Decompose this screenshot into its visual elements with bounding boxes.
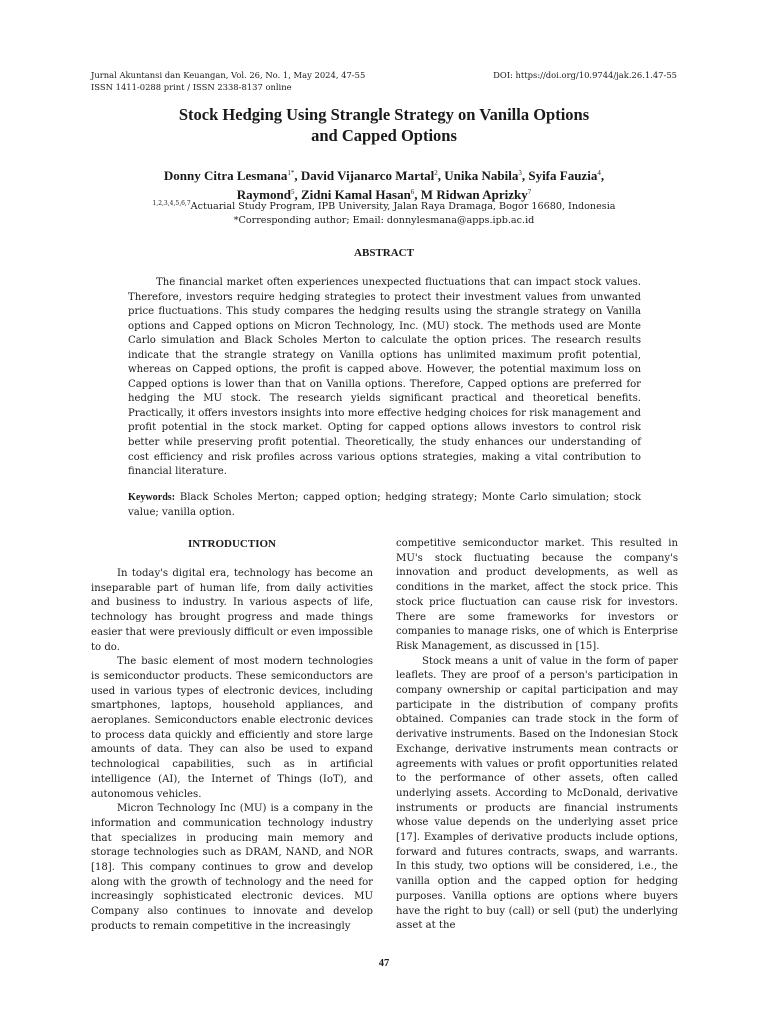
abstract-text: The financial market often experiences unexpected fluctuations that can impact stock values. Therefore, investors require hedging strategies to protect their investment values from unwanted price fluctuations. This study compares the hedging results using the strangle strategy on Vanilla options and Capped options on Micron Technology, Inc. (MU) stock. The methods used are Monte Carlo simulation and Black Scholes Merton to calculate the option prices. The research results indicate that the strangle strategy on Vanilla options has unlimited maximum profit potential, whereas on Capped options, the profit is capped above. However, the potential maximum loss on Capped options is lower than that on Vanilla options. Therefore, Capped options are preferred for hedging the MU stock. The research yields significant practical and theoretical benefits. Practically, it offers investors insights into more effective hedging choices for risk management and profit potential in the stock market. Opting for capped options allows investors to control risk better while preserving profit potential. Theoretically, the study enhances our understanding of cost efficiency and risk profiles across various options strategies, making a vital contribution to financial literature.	[128, 277, 641, 478]
author-name: M Ridwan Aprizky	[420, 187, 528, 202]
keywords-text: Black Scholes Merton; capped option; hedging strategy; Monte Carlo simulation; stock value; vanilla option.	[128, 492, 641, 518]
page-number: 47	[378, 958, 390, 969]
author-affil-mark: 1*	[287, 169, 295, 177]
keywords	[128, 491, 641, 520]
affiliation-block	[90, 197, 678, 228]
author-affil-mark: 6	[410, 188, 415, 196]
abstract-heading: ABSTRACT	[354, 247, 414, 259]
author-name: Unika Nabila	[444, 168, 519, 183]
body-paragraph: Micron Technology Inc (MU) is a company in the information and communication technology industry that specializes in producing main memory and storage technologies such as DRAM, NAND, and NOR [18]. This company continues to grow and develop along with the growth of technology and the need for increasingly sophisticated electronic devices. MU Company also continues to innovate and develop products to remain competitive in the increasingly	[91, 803, 373, 932]
author-name: David Vijanarco Martal	[300, 168, 435, 183]
body-paragraph: In today's digital era, technology has become an inseparable part of human life, from daily activities and business to industry. In various aspects of life, technology has brought progress and made things easier that were previously difficult or even impossible to do.	[91, 568, 373, 653]
body-paragraph: Stock means a unit of value in the form of paper leaflets. They are proof of a person's participation in company ownership or capital participation and may participate in the distribution of company profits obtained. Companies can trade stock in the form of derivative instruments. Based on the Indonesian Stock Exchange, derivative instruments mean contracts or agreements with values or profit opportunities related to the performance of other assets, often called underlying assets. According to McDonald, derivative instruments or products are financial instruments whose value depends on the underlying asset price [17]. Examples of derivative products include options, forward and futures contracts, swaps, and warrants. In this study, two options will be considered, i.e., the vanilla option and the capped option for hedging purposes. Vanilla options are options where buyers have the right to buy (call) or sell (put) the underlying asset at the	[396, 655, 678, 932]
left-column	[91, 537, 373, 935]
journal-header	[91, 69, 365, 93]
author-affil-mark: 3	[518, 169, 522, 177]
keywords-label: Keywords:	[128, 492, 176, 503]
corresponding-author: *Corresponding author; Email: donnylesmana@apps.ipb.ac.id	[233, 215, 535, 226]
affiliation-marks: 1,2,3,4,5,6,7	[152, 200, 191, 207]
author-affil-mark: 2	[434, 169, 438, 177]
title-line-2: and Capped Options	[311, 126, 457, 145]
author-affil-mark: 4	[597, 169, 601, 177]
author-name: Zidni Kamal Hasan	[300, 187, 411, 202]
right-column	[396, 537, 678, 934]
author-affil-mark: 5	[290, 188, 295, 196]
author-list: Donny Citra Lesmana$^{1*}$, David Vijanarco Martal$^2$, Unika Nabila$^3$, Syifa Fauzia$^4$, Raymond$^5$, Zidni Kamal Hasan$^6$, M Ridwan Aprizky$^7$	[163, 168, 605, 202]
author-name: Donny Citra Lesmana	[163, 168, 288, 183]
author-name: Raymond	[236, 187, 291, 202]
body-paragraph-continued: competitive semiconductor market. This resulted in MU's stock fluctuating because the company's innovation and product developments, as well as conditions in the market, affect the stock price. This stock price fluctuation can cause risk for investors. There are some frameworks for investors or companies to manage risks, one of which is Enterprise Risk Management, as discussed in [15].	[396, 538, 678, 652]
title-line-1: Stock Hedging Using Strangle Strategy on Vanilla Options	[178, 105, 590, 124]
author-name: Syifa Fauzia	[528, 168, 598, 183]
introduction-heading: INTRODUCTION	[187, 538, 276, 550]
journal-citation: Jurnal Akuntansi dan Keuangan, Vol. 26, No. 1, May 2024, 47-55	[91, 70, 366, 80]
paper-title	[100, 104, 668, 146]
affiliation-text: Actuarial Study Program, IPB University, Jalan Raya Dramaga, Bogor 16680, Indonesia	[190, 201, 616, 212]
doi-line: DOI: https://doi.org/10.9744/jak.26.1.47-55	[493, 70, 677, 80]
issn-line: ISSN 1411-0288 print / ISSN 2338-8137 online	[91, 82, 292, 92]
author-affil-mark: 7	[527, 188, 532, 196]
body-paragraph: The basic element of most modern technologies is semiconductor products. These semiconductors are used in various types of electronic devices, including smartphones, laptops, household appliances, and aeroplanes. Semiconductors enable electronic devices to process data quickly and efficiently and store large amounts of data. They can also be used to expand technological capabilities, such as in artificial intelligence (AI), the Internet of Things (IoT), and autonomous vehicles.	[91, 656, 373, 800]
